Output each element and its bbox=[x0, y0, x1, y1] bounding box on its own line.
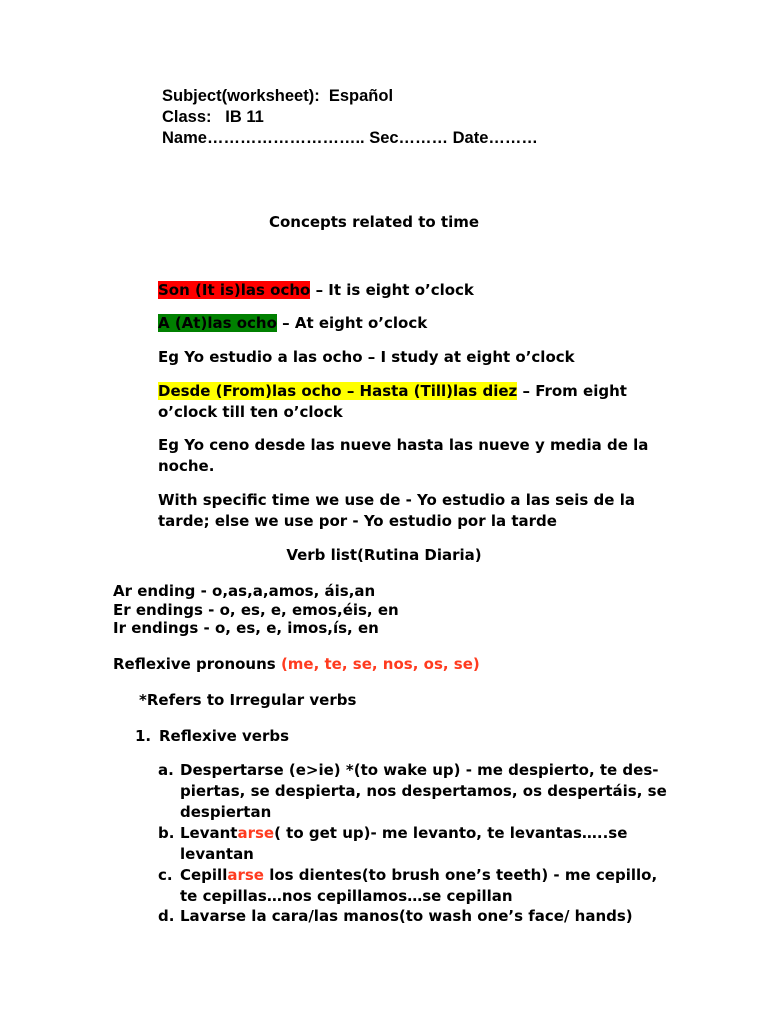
list-marker: d. bbox=[158, 907, 175, 925]
list-marker: b. bbox=[158, 824, 175, 842]
name-sec-date-line: Name……………………….. Sec……… Date……… bbox=[162, 129, 538, 147]
time-line-son-rest: – It is eight o’clock bbox=[310, 281, 474, 299]
example-1: Eg Yo estudio a las ocho – I study at eight o’clock bbox=[158, 348, 575, 366]
verb-stem: Cepill bbox=[180, 866, 228, 884]
section-number: 1. bbox=[135, 727, 152, 745]
verb-rest: los dientes(to brush one’s teeth) - me cepillo, te cepillas…nos cepillamos…se cepillan bbox=[180, 866, 658, 905]
verb-item-text bbox=[180, 865, 668, 907]
reflexive-pronouns-line bbox=[113, 654, 480, 674]
reflexive-ending: arse bbox=[227, 866, 264, 884]
time-line-a bbox=[158, 313, 668, 334]
ar-endings: Ar ending - o,as,a,amos, áis,an bbox=[113, 582, 376, 600]
verb-stem: Levant bbox=[180, 824, 238, 842]
section-reflexive-verbs bbox=[135, 726, 289, 746]
list-marker: a. bbox=[158, 761, 174, 779]
ir-endings: Ir endings - o, es, e, imos,ís, en bbox=[113, 619, 379, 637]
highlight-desde: Desde (From)las ocho – Hasta (Till)las diez bbox=[158, 382, 518, 400]
reflexive-pronouns-list: (me, te, se, nos, os, se) bbox=[280, 655, 480, 673]
page-title: Concepts related to time bbox=[268, 213, 480, 231]
verb-item-c bbox=[158, 865, 668, 907]
time-line-a-rest: – At eight o’clock bbox=[276, 314, 428, 332]
reflexive-ending: arse bbox=[237, 824, 275, 842]
desde-hasta-rest: – From eight o’clock till ten o’clock bbox=[158, 382, 627, 421]
highlight-a: A (At)las ocho bbox=[158, 314, 277, 332]
specific-time-note: With specific time we use de - Yo estudio a las seis de la tarde; else we use por - Yo estudio por la tarde bbox=[158, 491, 635, 530]
verb-item-text: Despertarse (e>ie) *(to wake up) - me despierto, te des-piertas, se despierta, nos despertamos, os despertáis, se despiertan bbox=[180, 761, 667, 821]
example-2: Eg Yo ceno desde las nueve hasta las nueve y media de la noche. bbox=[158, 436, 649, 475]
section-label: Reflexive verbs bbox=[159, 727, 290, 745]
verb-list-title: Verb list(Rutina Diaria) bbox=[286, 546, 482, 564]
desde-hasta-line bbox=[158, 381, 668, 423]
er-endings: Er endings - o, es, e, emos,éis, en bbox=[113, 600, 399, 619]
endings-list bbox=[113, 582, 399, 638]
list-marker: c. bbox=[158, 866, 173, 884]
verb-item-a bbox=[158, 760, 668, 823]
reflexive-pronouns-label: Reflexive pronouns bbox=[113, 655, 281, 673]
verb-item-d bbox=[158, 906, 668, 927]
subject-line: Subject(worksheet): Español bbox=[162, 87, 394, 105]
verb-item-text: Lavarse la cara/las manos(to wash one’s face/ hands) bbox=[180, 907, 633, 925]
time-line-son bbox=[158, 280, 668, 301]
verb-item-text bbox=[180, 823, 668, 865]
verb-item-b bbox=[158, 823, 668, 865]
irregular-note: *Refers to Irregular verbs bbox=[139, 691, 357, 709]
worksheet-header bbox=[162, 86, 538, 149]
highlight-son: Son (It is)las ocho bbox=[158, 281, 311, 299]
verb-rest: ( to get up)- me levanto, te levantas…..se levantan bbox=[180, 824, 628, 863]
class-line: Class: IB 11 bbox=[162, 108, 264, 126]
